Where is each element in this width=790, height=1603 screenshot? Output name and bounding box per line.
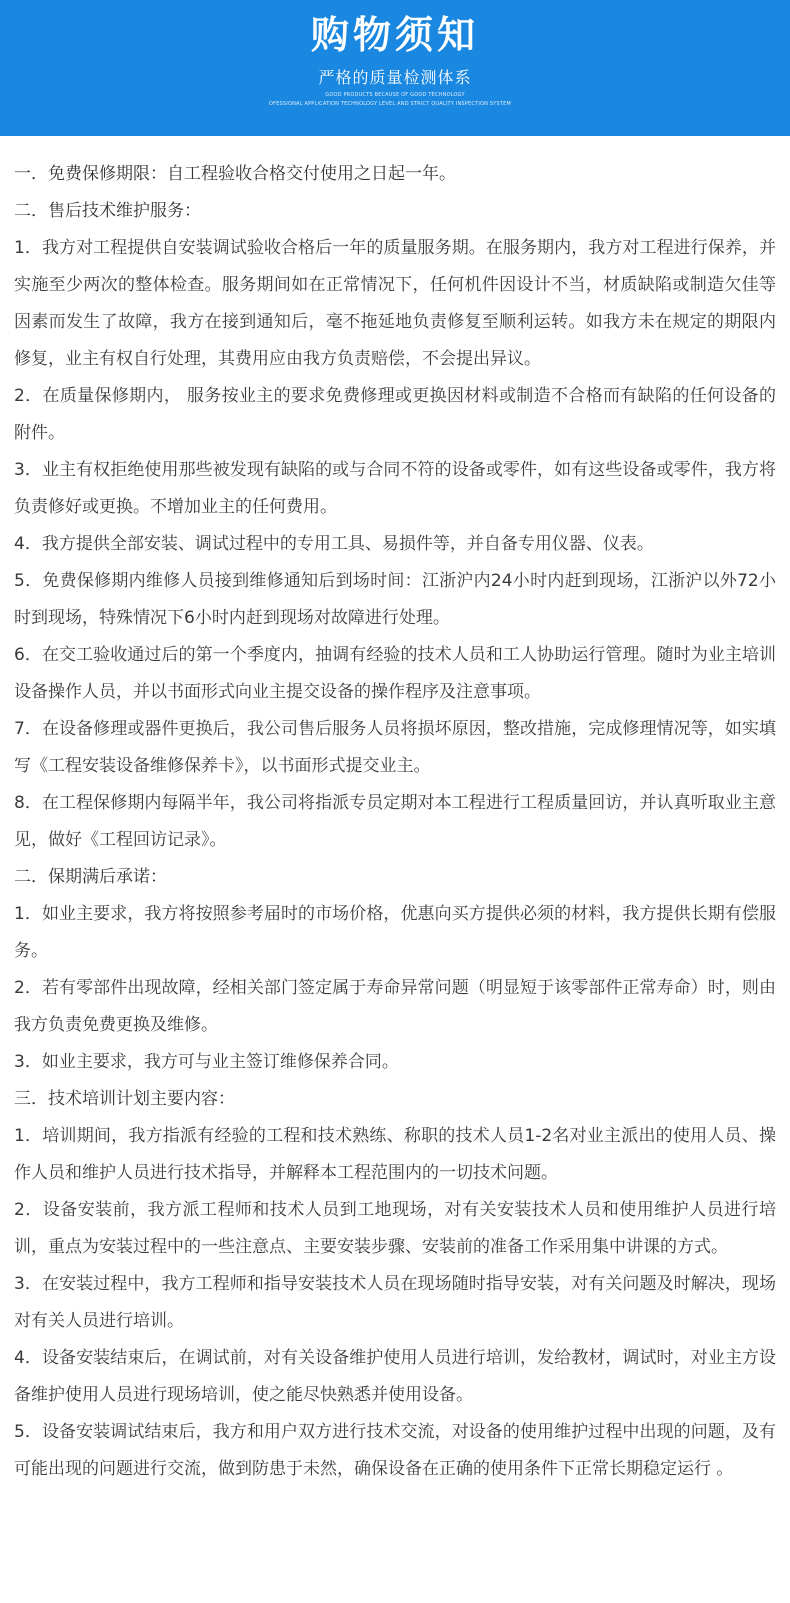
after-sales-item-3: 3．业主有权拒绝使用那些被发现有缺陷的或与合同不符的设备或零件，如有这些设备或零件，我方将负责修好或更换。不增加业主的任何费用。 bbox=[14, 460, 776, 517]
post-warranty-item-2: 2．若有零部件出现故障，经相关部门签定属于寿命异常问题（明显短于该零部件正常寿命）时，则由我方负责免费更换及维修。 bbox=[14, 978, 776, 1035]
banner-title: 购物须知 bbox=[310, 13, 479, 57]
training-item-2: 2．设备安装前，我方派工程师和技术人员到工地现场，对有关安装技术人员和使用维护人员进行培训，重点为安装过程中的一些注意点、主要安装步骤、安装前的准备工作采用集中讲课的方式。 bbox=[14, 1200, 776, 1257]
post-warranty-heading: 二．保期满后承诺： bbox=[14, 867, 167, 887]
post-warranty-item-1: 1．如业主要求，我方将按照参考届时的市场价格，优惠向买方提供必须的材料，我方提供长期有偿服务。 bbox=[14, 904, 776, 961]
after-sales-item-2: 2．在质量保修期内， 服务按业主的要求免费修理或更换因材料或制造不合格而有缺陷的任何设备的附件。 bbox=[14, 386, 776, 443]
training-item-4: 4．设备安装结束后，在调试前，对有关设备维护使用人员进行培训，发给教材，调试时，对业主方设备维护使用人员进行现场培训，使之能尽快熟悉并使用设备。 bbox=[14, 1348, 776, 1405]
post-warranty-item-3: 3．如业主要求，我方可与业主签订维修保养合同。 bbox=[14, 1052, 399, 1072]
banner-subtitle: 严格的质量检测体系 bbox=[318, 68, 472, 87]
banner-english-line-2: OFESSIONAL APPLICATION TECHNOLOGY LEVEL AND STRICT QUALITY INSPECTION SYSTEM bbox=[268, 101, 511, 107]
after-sales-item-8: 8．在工程保修期内每隔半年，我公司将指派专员定期对本工程进行工程质量回访，并认真听取业主意见，做好《工程回访记录》。 bbox=[14, 793, 776, 850]
training-item-1: 1．培训期间，我方指派有经验的工程和技术熟练、称职的技术人员1-2名对业主派出的使用人员、操作人员和维护人员进行技术指导，并解释本工程范围内的一切技术问题。 bbox=[14, 1126, 776, 1183]
training-heading: 三．技术培训计划主要内容： bbox=[14, 1089, 235, 1109]
after-sales-item-1: 1．我方对工程提供自安装调试验收合格后一年的质量服务期。在服务期内，我方对工程进行保养，并实施至少两次的整体检查。服务期间如在正常情况下，任何机件因设计不当，材质缺陷或制造欠佳等因素而发生了故障，我方在接到通知后，毫不拖延地负责修复至顺利运转。如我方未在规定的期限内修复，业主有权自行处理，其费用应由我方负责赔偿，不会提出异议。 bbox=[14, 238, 776, 369]
after-sales-item-5: 5．免费保修期内维修人员接到维修通知后到场时间：江浙沪内24小时内赶到现场，江浙沪以外72小时到现场，特殊情况下6小时内赶到现场对故障进行处理。 bbox=[14, 571, 776, 628]
after-sales-item-6: 6．在交工验收通过后的第一个季度内，抽调有经验的技术人员和工人协助运行管理。随时为业主培训设备操作人员，并以书面形式向业主提交设备的操作程序及注意事项。 bbox=[14, 645, 776, 702]
training-item-5: 5．设备安装调试结束后，我方和用户双方进行技术交流，对设备的使用维护过程中出现的问题，及有可能出现的问题进行交流，做到防患于未然，确保设备在正确的使用条件下正常长期稳定运行 。 bbox=[14, 1422, 776, 1479]
warranty-period: 一．免费保修期限：自工程验收合格交付使用之日起一年。 bbox=[14, 164, 456, 184]
after-sales-item-4: 4．我方提供全部安装、调试过程中的专用工具、易损件等，并自备专用仪器、仪表。 bbox=[14, 534, 654, 554]
after-sales-heading: 二．售后技术维护服务： bbox=[14, 201, 201, 221]
banner-english-line-1: GOOD PRODUCTS BECAUSE OF GOOD TECHNOLOGY bbox=[325, 92, 465, 98]
after-sales-item-7: 7．在设备修理或器件更换后，我公司售后服务人员将损坏原因，整改措施，完成修理情况等，如实填写《工程安装设备维修保养卡》，以书面形式提交业主。 bbox=[14, 719, 776, 776]
training-item-3: 3．在安装过程中，我方工程师和指导安装技术人员在现场随时指导安装，对有关问题及时解决，现场对有关人员进行培训。 bbox=[14, 1274, 776, 1331]
header-banner bbox=[0, 0, 790, 136]
notice-content bbox=[0, 136, 790, 1488]
